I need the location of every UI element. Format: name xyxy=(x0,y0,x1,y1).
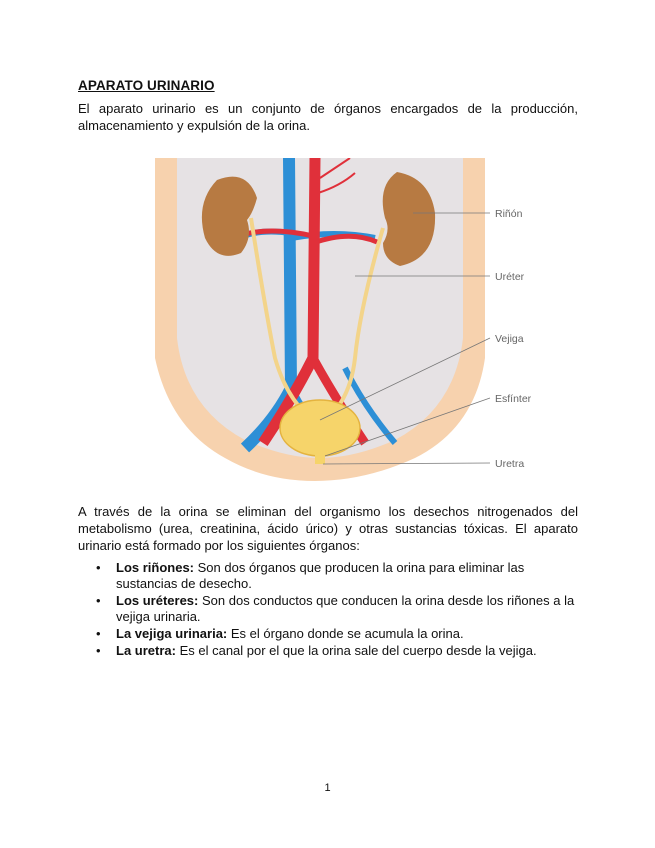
list-item xyxy=(78,593,578,625)
intro-paragraph: El aparato urinario es un conjunto de órganos encargados de la producción, almacenamiento y expulsión de la orina. xyxy=(78,101,578,133)
label-vejiga: Vejiga xyxy=(495,333,524,345)
organ-list xyxy=(78,560,578,660)
label-esfinter: Esfínter xyxy=(495,393,532,405)
list-item-term: Los riñones: xyxy=(116,560,195,575)
list-item-text: Son dos órganos que producen la orina para eliminar las sustancias de desecho. xyxy=(116,560,525,591)
bullet: • xyxy=(96,593,101,608)
list-item xyxy=(78,560,578,592)
label-rinon: Riñón xyxy=(495,208,523,220)
bullet: • xyxy=(96,626,101,641)
page-title: APARATO URINARIO xyxy=(78,78,215,93)
label-uretra: Uretra xyxy=(495,458,525,470)
list-item xyxy=(78,626,578,642)
list-item-term: La vejiga urinaria: xyxy=(116,626,228,641)
bullet: • xyxy=(96,560,101,575)
list-item-term: La uretra: xyxy=(116,643,176,658)
label-ureter: Uréter xyxy=(495,271,525,283)
list-item-term: Los uréteres: xyxy=(116,593,199,608)
list-item xyxy=(78,643,578,659)
urethra xyxy=(315,454,325,464)
list-item-text: Es el órgano donde se acumula la orina. xyxy=(227,626,464,641)
body-paragraph: A través de la orina se eliminan del organismo los desechos nitrogenados del metabolismo (urea, creatinina, ácido úrico) y otras sustancias tóxicas. El aparato urinario está formado por los siguientes órganos: xyxy=(78,504,578,553)
bullet: • xyxy=(96,643,101,658)
page-number: 1 xyxy=(324,782,331,794)
urinary-system-illustration xyxy=(155,158,535,481)
list-item-text: Es el canal por el que la orina sale del cuerpo desde la vejiga. xyxy=(175,643,537,658)
list-item-text: Son dos conductos que conducen la orina desde los riñones a la vejiga urinaria. xyxy=(116,593,575,624)
